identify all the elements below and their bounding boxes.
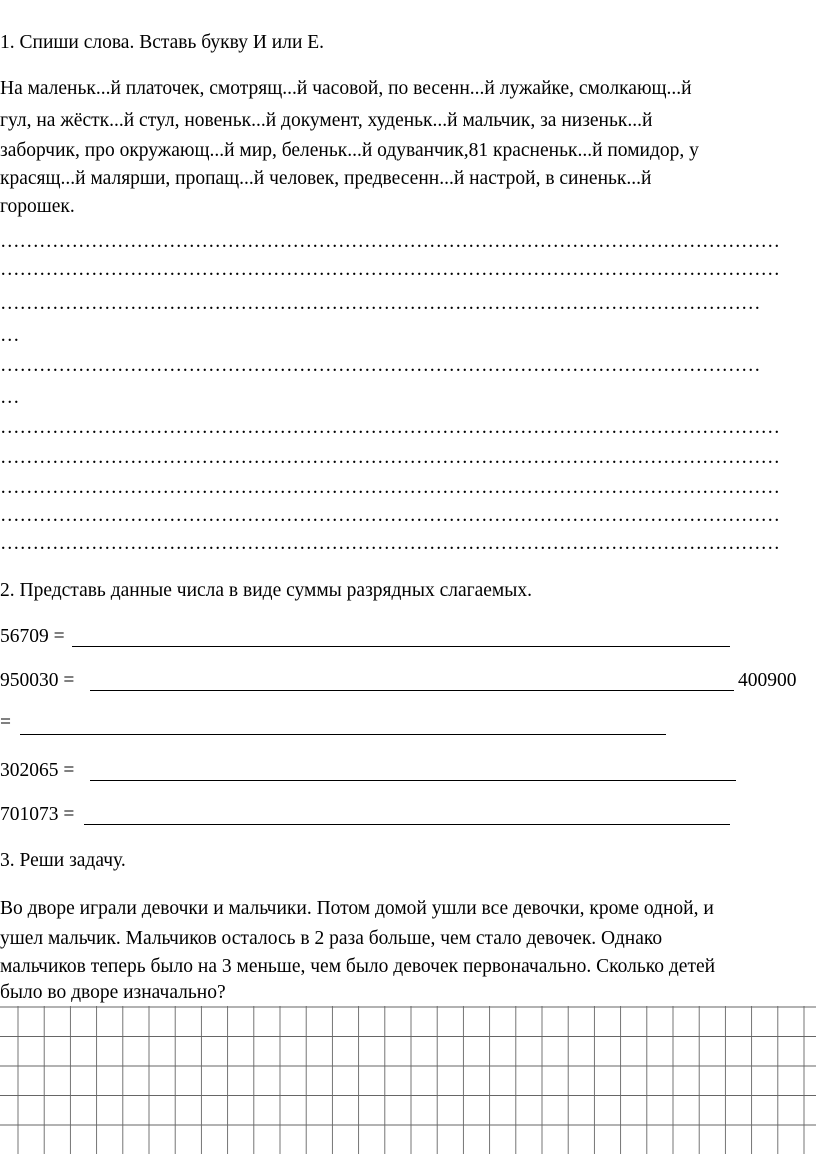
task1-text-line: заборчик, про окружающ...й мир, беленьк...й одуванчик,81 красненьк...й помидор, у	[0, 140, 699, 161]
number-label: 701073 =	[0, 804, 75, 825]
task3-text-line: было во дворе изначально?	[0, 982, 226, 1003]
dotted-line[interactable]: …	[0, 325, 20, 346]
answer-blank-701073[interactable]	[84, 824, 730, 825]
task3-heading: 3. Реши задачу.	[0, 850, 126, 871]
answer-grid[interactable]	[0, 1006, 816, 1154]
task3-text-line: Во дворе играли девочки и мальчики. Потом домой ушли все девочки, кроме одной, и	[0, 898, 714, 919]
grid-lines	[0, 1006, 816, 1154]
number-label: 302065 =	[0, 760, 75, 781]
dotted-line[interactable]: …………………………………………………………………………………………………………	[0, 417, 780, 438]
number-label: 950030 =	[0, 670, 75, 691]
task2-heading: 2. Представь данные числа в виде суммы разрядных слагаемых.	[0, 580, 532, 601]
task1-text-line: На маленьк...й платочек, смотрящ...й часовой, по весенн...й лужайке, смолкающ...й	[0, 78, 692, 99]
dotted-line[interactable]: …………………………………………………………………………………………………………	[0, 259, 780, 280]
dotted-line[interactable]: …………………………………………………………………………………………………………	[0, 533, 780, 554]
dotted-line[interactable]: ………………………………………………………………………………………………………	[0, 293, 761, 314]
answer-blank-400900[interactable]	[20, 734, 666, 735]
dotted-line[interactable]: …………………………………………………………………………………………………………	[0, 505, 780, 526]
dotted-line[interactable]: ………………………………………………………………………………………………………	[0, 355, 761, 376]
task3-text-line: ушел мальчик. Мальчиков осталось в 2 раза больше, чем стало девочек. Однако	[0, 928, 663, 949]
task3-text-line: мальчиков теперь было на 3 меньше, чем было девочек первоначально. Сколько детей	[0, 956, 716, 977]
answer-blank-56709[interactable]	[72, 646, 730, 647]
task1-heading: 1. Спиши слова. Вставь букву И или Е.	[0, 32, 325, 53]
number-label: 56709 =	[0, 626, 65, 647]
answer-blank-950030[interactable]	[90, 690, 734, 691]
task1-text-line: гул, на жёстк...й стул, новеньк...й документ, худеньк...й мальчик, за низеньк...й	[0, 110, 653, 131]
task1-text-line: красящ...й малярши, пропащ...й человек, предвесенн...й настрой, в синеньк...й	[0, 168, 652, 189]
answer-blank-302065[interactable]	[90, 780, 736, 781]
dotted-line[interactable]: …………………………………………………………………………………………………………	[0, 447, 780, 468]
dotted-line[interactable]: …………………………………………………………………………………………………………	[0, 477, 780, 498]
dotted-line[interactable]: …	[0, 387, 20, 408]
task1-text-line: горошек.	[0, 196, 75, 217]
number-label: 400900	[738, 670, 797, 691]
dotted-line[interactable]: …………………………………………………………………………………………………………	[0, 231, 780, 252]
equals-sign: =	[0, 712, 11, 733]
